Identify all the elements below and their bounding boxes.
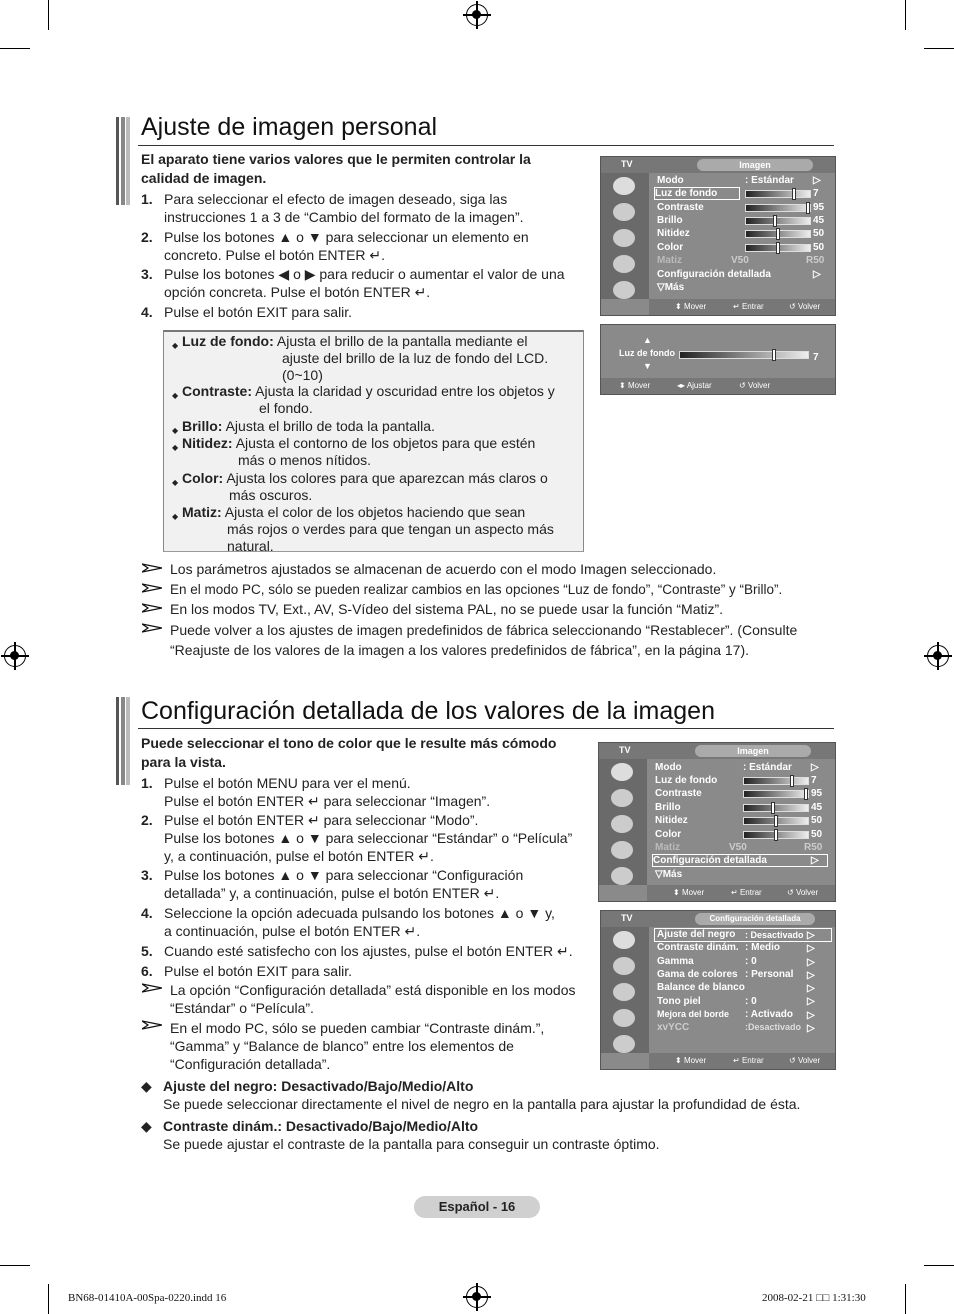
- menu-row-value: 50: [813, 242, 825, 253]
- menu-row-label: Configuración detallada: [657, 269, 771, 280]
- definitions-box: [163, 330, 584, 552]
- registration-mark-icon: [466, 1286, 488, 1308]
- crop-mark: [0, 1265, 30, 1266]
- crop-mark: [924, 1265, 954, 1266]
- menu-row-value: : 0: [745, 956, 757, 967]
- registration-mark-icon: [4, 645, 26, 667]
- crop-mark: [924, 48, 954, 49]
- setup-icon: [613, 1009, 635, 1027]
- menu-row-value: V50: [731, 255, 749, 266]
- section-bar: [116, 697, 130, 785]
- menu-row-value: 7: [813, 188, 819, 199]
- menu-row-label: Luz de fondo: [655, 188, 739, 199]
- menu-row-label: Modo: [655, 762, 682, 773]
- crop-mark: [0, 48, 30, 49]
- sound-icon: [613, 203, 635, 221]
- definition-item: ◆ Brillo: Ajusta el brillo de toda la pantalla.: [172, 418, 435, 435]
- sound-icon: [611, 789, 633, 807]
- menu-arrow-icon: ▷: [813, 175, 821, 186]
- menu-arrow-icon: ▷: [813, 269, 821, 280]
- note-text: Puede volver a los ajustes de imagen predefinidos de fábrica seleccionando “Restablecer”. (Consulte: [170, 622, 798, 638]
- tv-menu-imagen-2: TV Imagen Modo : Estándar ▷ Luz de fondo 7 Contraste 95 Brillo 45 Nitidez 50 Color 50 Matiz V50 R50 Configuración detallada ▷ ▽Más ⬍ Mover ↵ Entrar ↺ Volver: [598, 742, 836, 902]
- enter-hint: ↵ Entrar: [733, 1056, 764, 1065]
- channel-icon: [613, 229, 635, 247]
- step: 1. Para seleccionar el efecto de imagen deseado, siga las instrucciones 1 a 3 de “Cambio del formato de la imagen”.: [141, 191, 524, 225]
- menu-row-value: 7: [811, 775, 817, 786]
- menu-row-value: 50: [813, 228, 825, 239]
- definition-item: ◆ Nitidez: Ajusta el contorno de los objetos para que estén más o menos nítidos.: [172, 435, 536, 468]
- menu-row-label: Luz de fondo: [655, 775, 718, 786]
- registration-mark-icon: [466, 4, 488, 26]
- menu-row-value: 50: [811, 815, 823, 826]
- menu-row-label: ▽Más: [657, 282, 685, 293]
- definition-item: ◆ Contraste: Ajusta la claridad y oscuridad entre los objetos y el fondo.: [172, 383, 555, 416]
- menu-row-label: Nitidez: [657, 228, 690, 239]
- menu-row-label: Tono piel: [657, 996, 701, 1007]
- enter-hint: ↵ Entrar: [731, 888, 762, 897]
- bullet-item: ◆ Contraste dinám.: Desactivado/Bajo/Medio/Alto Se puede ajustar el contraste de la pantalla para conseguir un contraste óptimo.: [141, 1118, 660, 1152]
- note-arrow-icon: [142, 563, 162, 573]
- channel-icon: [613, 983, 635, 1001]
- menu-slider: [743, 777, 809, 785]
- menu-row-label: Contraste dinám.: [657, 942, 739, 953]
- menu-row-value: : 0: [745, 996, 757, 1007]
- down-arrow-icon: ▼: [643, 361, 652, 371]
- diamond-bullet-icon: ◆: [141, 1078, 152, 1094]
- note-text: En el modo PC, sólo se pueden realizar cambios en las opciones “Luz de fondo”, “Contraste” y “Brillo”.: [170, 582, 783, 597]
- menu-arrow-icon: ▷ ▷ ▷ ▷ ▷ ▷ ▷ ▷: [807, 930, 815, 1035]
- menu-row-label: Configuración detallada: [653, 855, 827, 866]
- menu-row-value: 50: [811, 829, 823, 840]
- input-icon: [611, 867, 633, 885]
- menu-row-label: Gamma: [657, 956, 694, 967]
- move-hint: ⬍ Mover: [675, 302, 707, 311]
- adjust-hint: ◂▸ Ajustar: [677, 381, 712, 390]
- menu-slider: [743, 817, 809, 825]
- step: 2. Pulse el botón ENTER ↵ para seleccionar “Modo”. Pulse los botones ▲ o ▼ para seleccionar “Estándar” o “Película” y, a continuación, pulse el botón ENTER ↵.: [141, 812, 573, 864]
- menu-row-value: : Estándar: [743, 762, 792, 773]
- note-text: En los modos TV, Ext., AV, S-Vídeo del sistema PAL, no se puede usar la función “Matiz”.: [170, 601, 724, 617]
- menu-row-label: Matiz: [657, 255, 682, 266]
- note-arrow-icon: [142, 1020, 162, 1030]
- page-number-badge: Español - 16: [414, 1196, 540, 1218]
- move-hint: ⬍ Mover: [673, 888, 705, 897]
- section-title: Configuración detallada de los valores de la imagen: [141, 697, 715, 725]
- menu-row-label: Color: [657, 242, 684, 253]
- note-arrow-icon: [142, 583, 162, 593]
- intro-text: Puede seleccionar el tono de color que le resulte más cómodo para la vista.: [141, 735, 557, 770]
- note-text: La opción “Configuración detallada” está disponible en los modos “Estándar” o “Película”.: [170, 982, 576, 1016]
- menu-slider: [743, 790, 809, 798]
- menu-row-value: : Desactivado: [745, 930, 804, 940]
- note-text: Los parámetros ajustados se almacenan de acuerdo con el modo Imagen seleccionado.: [170, 561, 717, 577]
- menu-row-label: Nitidez: [655, 815, 688, 826]
- picture-icon: [613, 931, 635, 949]
- step: 3. Pulse los botones ▲ o ▼ para seleccionar “Configuración detallada” y, a continuación, pulse el botón ENTER ↵.: [141, 867, 524, 901]
- menu-row-value: R50: [806, 255, 825, 266]
- return-hint: ↺ Volver: [787, 888, 819, 897]
- definition-item: ◆ Matiz: Ajusta el color de los objetos haciendo que sean más rojos o verdes para que tengan un aspecto más natural.: [172, 504, 554, 554]
- menu-slider: [745, 244, 811, 252]
- menu-slider: [745, 204, 811, 212]
- menu-row-value: R50: [804, 842, 823, 853]
- step: 3. Pulse los botones ◀ o ▶ para reducir o aumentar el valor de una opción concreta. Pulse el botón ENTER ↵.: [141, 266, 565, 300]
- footer-date: 2008-02-21 □□ 1:31:30: [762, 1292, 866, 1304]
- note-arrow-icon: [142, 603, 162, 613]
- move-hint: ⬍ Mover: [675, 1056, 707, 1065]
- menu-row-value: 95: [813, 202, 825, 213]
- input-icon: [613, 1035, 635, 1053]
- diamond-bullet-icon: ◆: [141, 1118, 152, 1134]
- menu-slider: [745, 217, 811, 225]
- sound-icon: [613, 957, 635, 975]
- registration-mark-icon: [927, 645, 949, 667]
- crop-mark: [48, 0, 49, 30]
- title-rule: [138, 145, 834, 146]
- footer-file: BN68-01410A-00Spa-0220.indd 16: [68, 1292, 227, 1304]
- menu-row-value: : Medio: [745, 942, 780, 953]
- menu-row-label: Balance de blanco: [657, 982, 745, 993]
- section-title: Ajuste de imagen personal: [141, 113, 438, 141]
- menu-slider: [743, 804, 809, 812]
- menu-row-value: : Estándar: [745, 175, 794, 186]
- note-arrow-icon: [142, 983, 162, 993]
- menu-row-label: Contraste: [657, 202, 704, 213]
- step: 6. Pulse el botón EXIT para salir.: [141, 963, 353, 979]
- menu-row-value: : Personal: [745, 969, 794, 980]
- up-arrow-icon: ▲: [643, 335, 652, 345]
- menu-row-value: 45: [813, 215, 825, 226]
- crop-mark: [905, 1284, 906, 1314]
- tv-menu-configuracion-detallada: TV Configuración detallada Ajuste del negro : Desactivado Contraste dinám. : Medio Gamma : 0 Gama de colores : Personal Balance de blanco Tono piel : 0 Mejora del borde : Activado xvYCC :Desactivado ▷ ▷ ▷ ▷ ▷ ▷ ▷ ▷ ⬍ Mover ↵ Entrar ↺ Volver: [600, 910, 836, 1070]
- step: 4. Seleccione la opción adecuada pulsando los botones ▲ o ▼ y, a continuación, pulse el botón ENTER ↵.: [141, 905, 555, 939]
- picture-icon: [613, 177, 635, 195]
- setup-icon: [613, 255, 635, 273]
- step: 5. Cuando esté satisfecho con los ajustes, pulse el botón ENTER ↵.: [141, 943, 573, 959]
- menu-row-label: Brillo: [655, 802, 681, 813]
- return-hint: ↺ Volver: [789, 1056, 821, 1065]
- note-text: En el modo PC, sólo se pueden cambiar “Contraste dinám.”, “Gamma” y “Balance de blanco” entre los elementos de “Configuración detallada”.: [170, 1020, 545, 1072]
- note-text: “Reajuste de los valores de la imagen a los valores predefinidos de fábrica”, en la página 17).: [170, 642, 750, 658]
- menu-arrow-icon: ▷: [811, 855, 819, 866]
- enter-hint: ↵ Entrar: [733, 302, 764, 311]
- move-hint: ⬍ Mover: [619, 381, 651, 390]
- definition-item: ◆ Color: Ajusta los colores para que aparezcan más claros o más oscuros.: [172, 470, 548, 503]
- menu-row-value: :Desactivado: [745, 1022, 802, 1032]
- menu-row-value: 95: [811, 788, 823, 799]
- step: 2. Pulse los botones ▲ o ▼ para seleccionar un elemento en concreto. Pulse el botón ENTER ↵.: [141, 229, 529, 263]
- menu-row-value: V50: [729, 842, 747, 853]
- menu-arrow-icon: ▷: [811, 762, 819, 773]
- step: 1. Pulse el botón MENU para ver el menú. Pulse el botón ENTER ↵ para seleccionar “Imagen”.: [141, 775, 491, 809]
- setup-icon: [611, 841, 633, 859]
- menu-row-label: Brillo: [657, 215, 683, 226]
- section-bar: [116, 117, 130, 205]
- note-arrow-icon: [142, 623, 162, 633]
- menu-slider: [745, 190, 811, 198]
- input-icon: [613, 281, 635, 299]
- menu-row-label: Matiz: [655, 842, 680, 853]
- tv-menu-imagen: TV Imagen Modo : Estándar ▷ Luz de fondo 7 Contraste 95 Brillo 45 Nitidez 50 Color 50 Matiz V50 R50 Configuración detallada ▷ ▽Más ⬍ Mover ↵ Entrar ↺ Volver: [600, 156, 836, 316]
- title-rule: [138, 728, 834, 729]
- menu-row-value: 45: [811, 802, 823, 813]
- crop-mark: [905, 0, 906, 30]
- definition-item: ◆ Luz de fondo: Ajusta el brillo de la pantalla mediante el ajuste del brillo de la luz de fondo del LCD. (0~10): [172, 333, 549, 383]
- crop-mark: [48, 1284, 49, 1314]
- tv-menu-luz-de-fondo: [600, 324, 836, 395]
- return-hint: ↺ Volver: [739, 381, 771, 390]
- menu-row-label: Luz de fondo: [619, 348, 675, 358]
- intro-text: El aparato tiene varios valores que le permiten controlar la calidad de imagen.: [141, 151, 531, 186]
- menu-row-label: Gama de colores: [657, 969, 738, 980]
- menu-row-label: Contraste: [655, 788, 702, 799]
- menu-row-label: ▽Más: [655, 869, 683, 880]
- menu-slider: [679, 351, 809, 359]
- menu-row-value: : Activado: [745, 1009, 793, 1020]
- menu-row-label: Mejora del borde: [657, 1009, 730, 1019]
- menu-slider: [745, 230, 811, 238]
- menu-row-label: Color: [655, 829, 682, 840]
- bullet-item: ◆ Ajuste del negro: Desactivado/Bajo/Medio/Alto Se puede seleccionar directamente el nivel de negro en la pantalla para ajustar la profundidad de ésta.: [141, 1078, 801, 1112]
- menu-row-label: Modo: [657, 175, 684, 186]
- picture-icon: [611, 763, 633, 781]
- return-hint: ↺ Volver: [789, 302, 821, 311]
- menu-row-label: Ajuste del negro: [657, 929, 736, 940]
- menu-row-label: xvYCC: [657, 1022, 690, 1033]
- menu-row-value: 7: [813, 352, 819, 363]
- menu-slider: [743, 831, 809, 839]
- step: 4. Pulse el botón EXIT para salir.: [141, 304, 353, 320]
- channel-icon: [611, 815, 633, 833]
